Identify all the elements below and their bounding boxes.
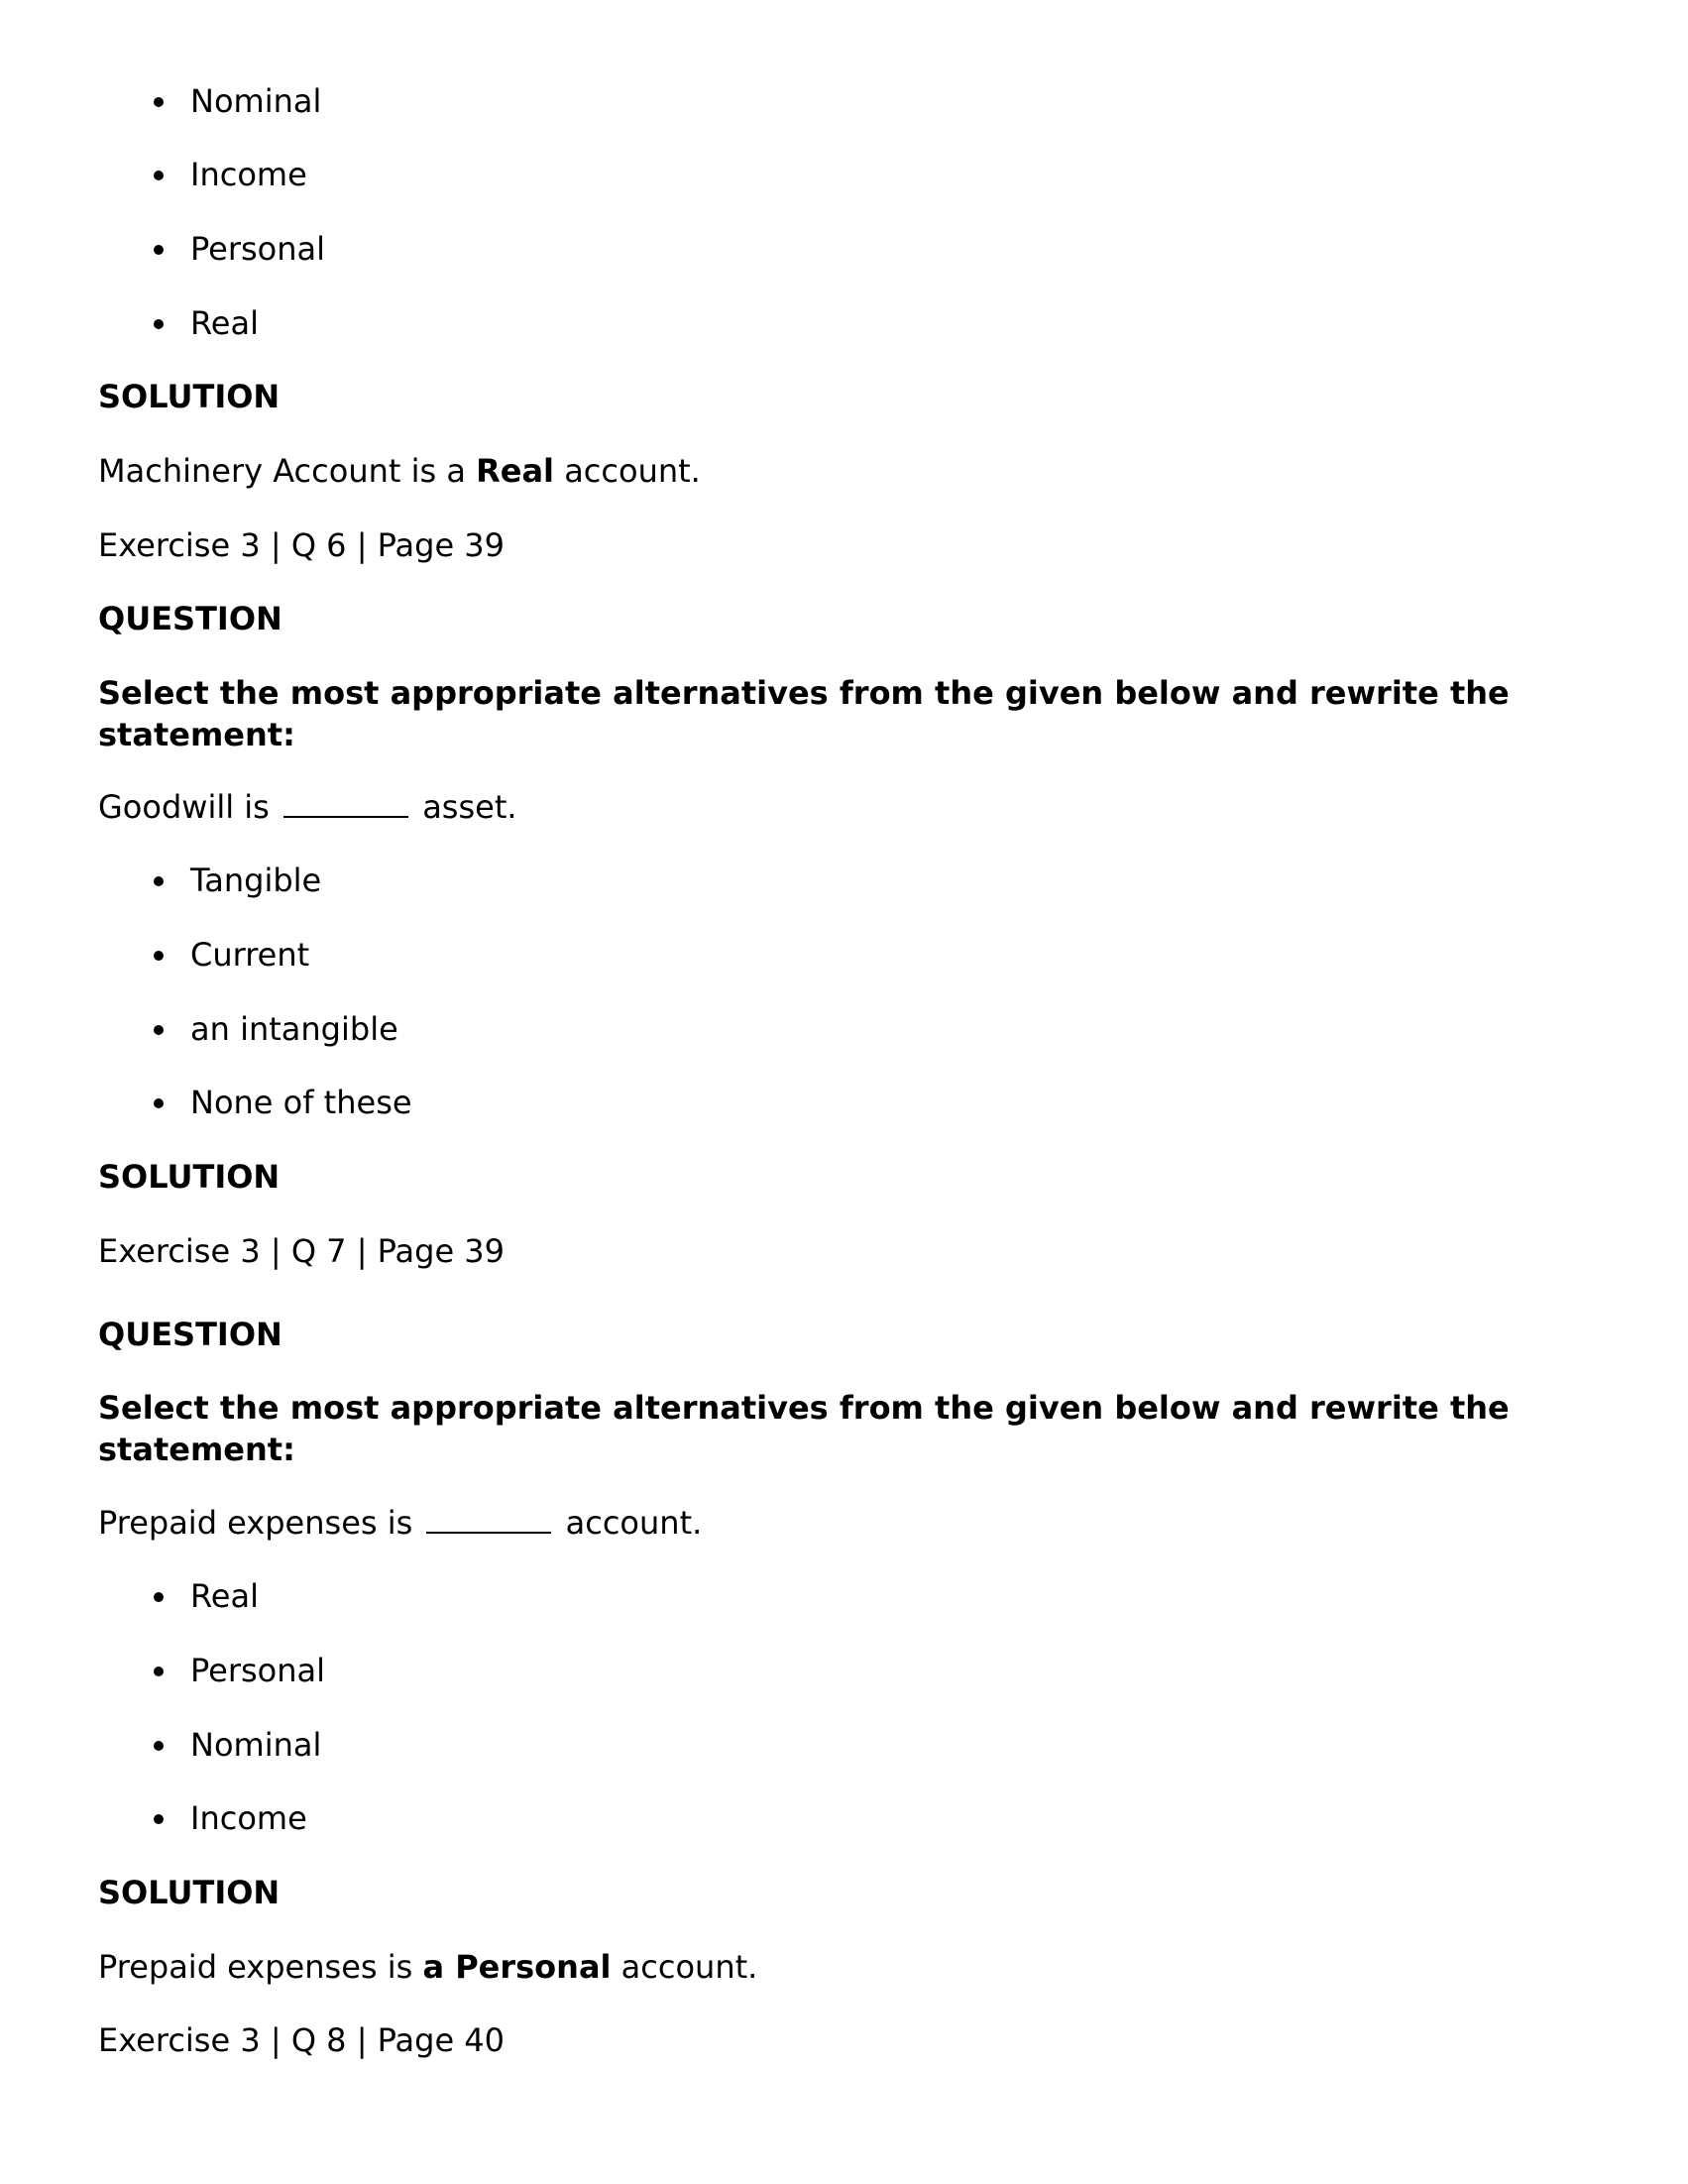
- question-heading: QUESTION: [98, 1316, 282, 1353]
- answer-text: account.: [611, 1948, 758, 1986]
- statement-text: asset.: [412, 788, 517, 826]
- option-item: Real: [190, 304, 259, 342]
- question-instruction: Select the most appropriate alternatives from the given below and rewrite the statement:: [98, 1389, 1510, 1468]
- question-heading: QUESTION: [98, 600, 282, 637]
- option-item: Nominal: [190, 1726, 322, 1764]
- exercise-reference: Exercise 3 | Q 6 | Page 39: [98, 526, 506, 564]
- question-instruction: Select the most appropriate alternatives from the given below and rewrite the statement:: [98, 674, 1510, 753]
- solution-heading: SOLUTION: [98, 378, 281, 415]
- blank-line: [426, 1502, 551, 1534]
- option-item: Real: [190, 1577, 259, 1615]
- statement-text: Prepaid expenses is: [98, 1504, 423, 1542]
- exercise-reference: Exercise 3 | Q 7 | Page 39: [98, 1232, 506, 1270]
- solution-answer: [98, 450, 701, 492]
- solution-heading: SOLUTION: [98, 1874, 281, 1911]
- option-item: Income: [190, 1799, 307, 1837]
- solution-heading: SOLUTION: [98, 1158, 281, 1196]
- option-item: an intangible: [190, 1010, 398, 1048]
- option-item: Current: [190, 936, 310, 974]
- question-statement: [98, 1502, 702, 1544]
- option-item: Tangible: [190, 862, 322, 899]
- answer-text: Prepaid expenses is: [98, 1948, 423, 1986]
- option-item: Personal: [190, 1652, 326, 1689]
- option-item: None of these: [190, 1084, 412, 1121]
- statement-text: Goodwill is: [98, 788, 281, 826]
- option-item: Personal: [190, 230, 326, 268]
- solution-answer: [98, 1946, 757, 1988]
- statement-text: account.: [555, 1504, 703, 1542]
- option-item: Income: [190, 156, 307, 193]
- answer-highlight: Real: [476, 452, 555, 490]
- option-item: Nominal: [190, 82, 322, 120]
- question-statement: [98, 786, 517, 828]
- answer-highlight: a Personal: [422, 1948, 612, 1986]
- answer-text: account.: [554, 452, 701, 490]
- blank-line: [283, 786, 408, 818]
- exercise-reference: Exercise 3 | Q 8 | Page 40: [98, 2021, 506, 2059]
- answer-text: Machinery Account is a: [98, 452, 477, 490]
